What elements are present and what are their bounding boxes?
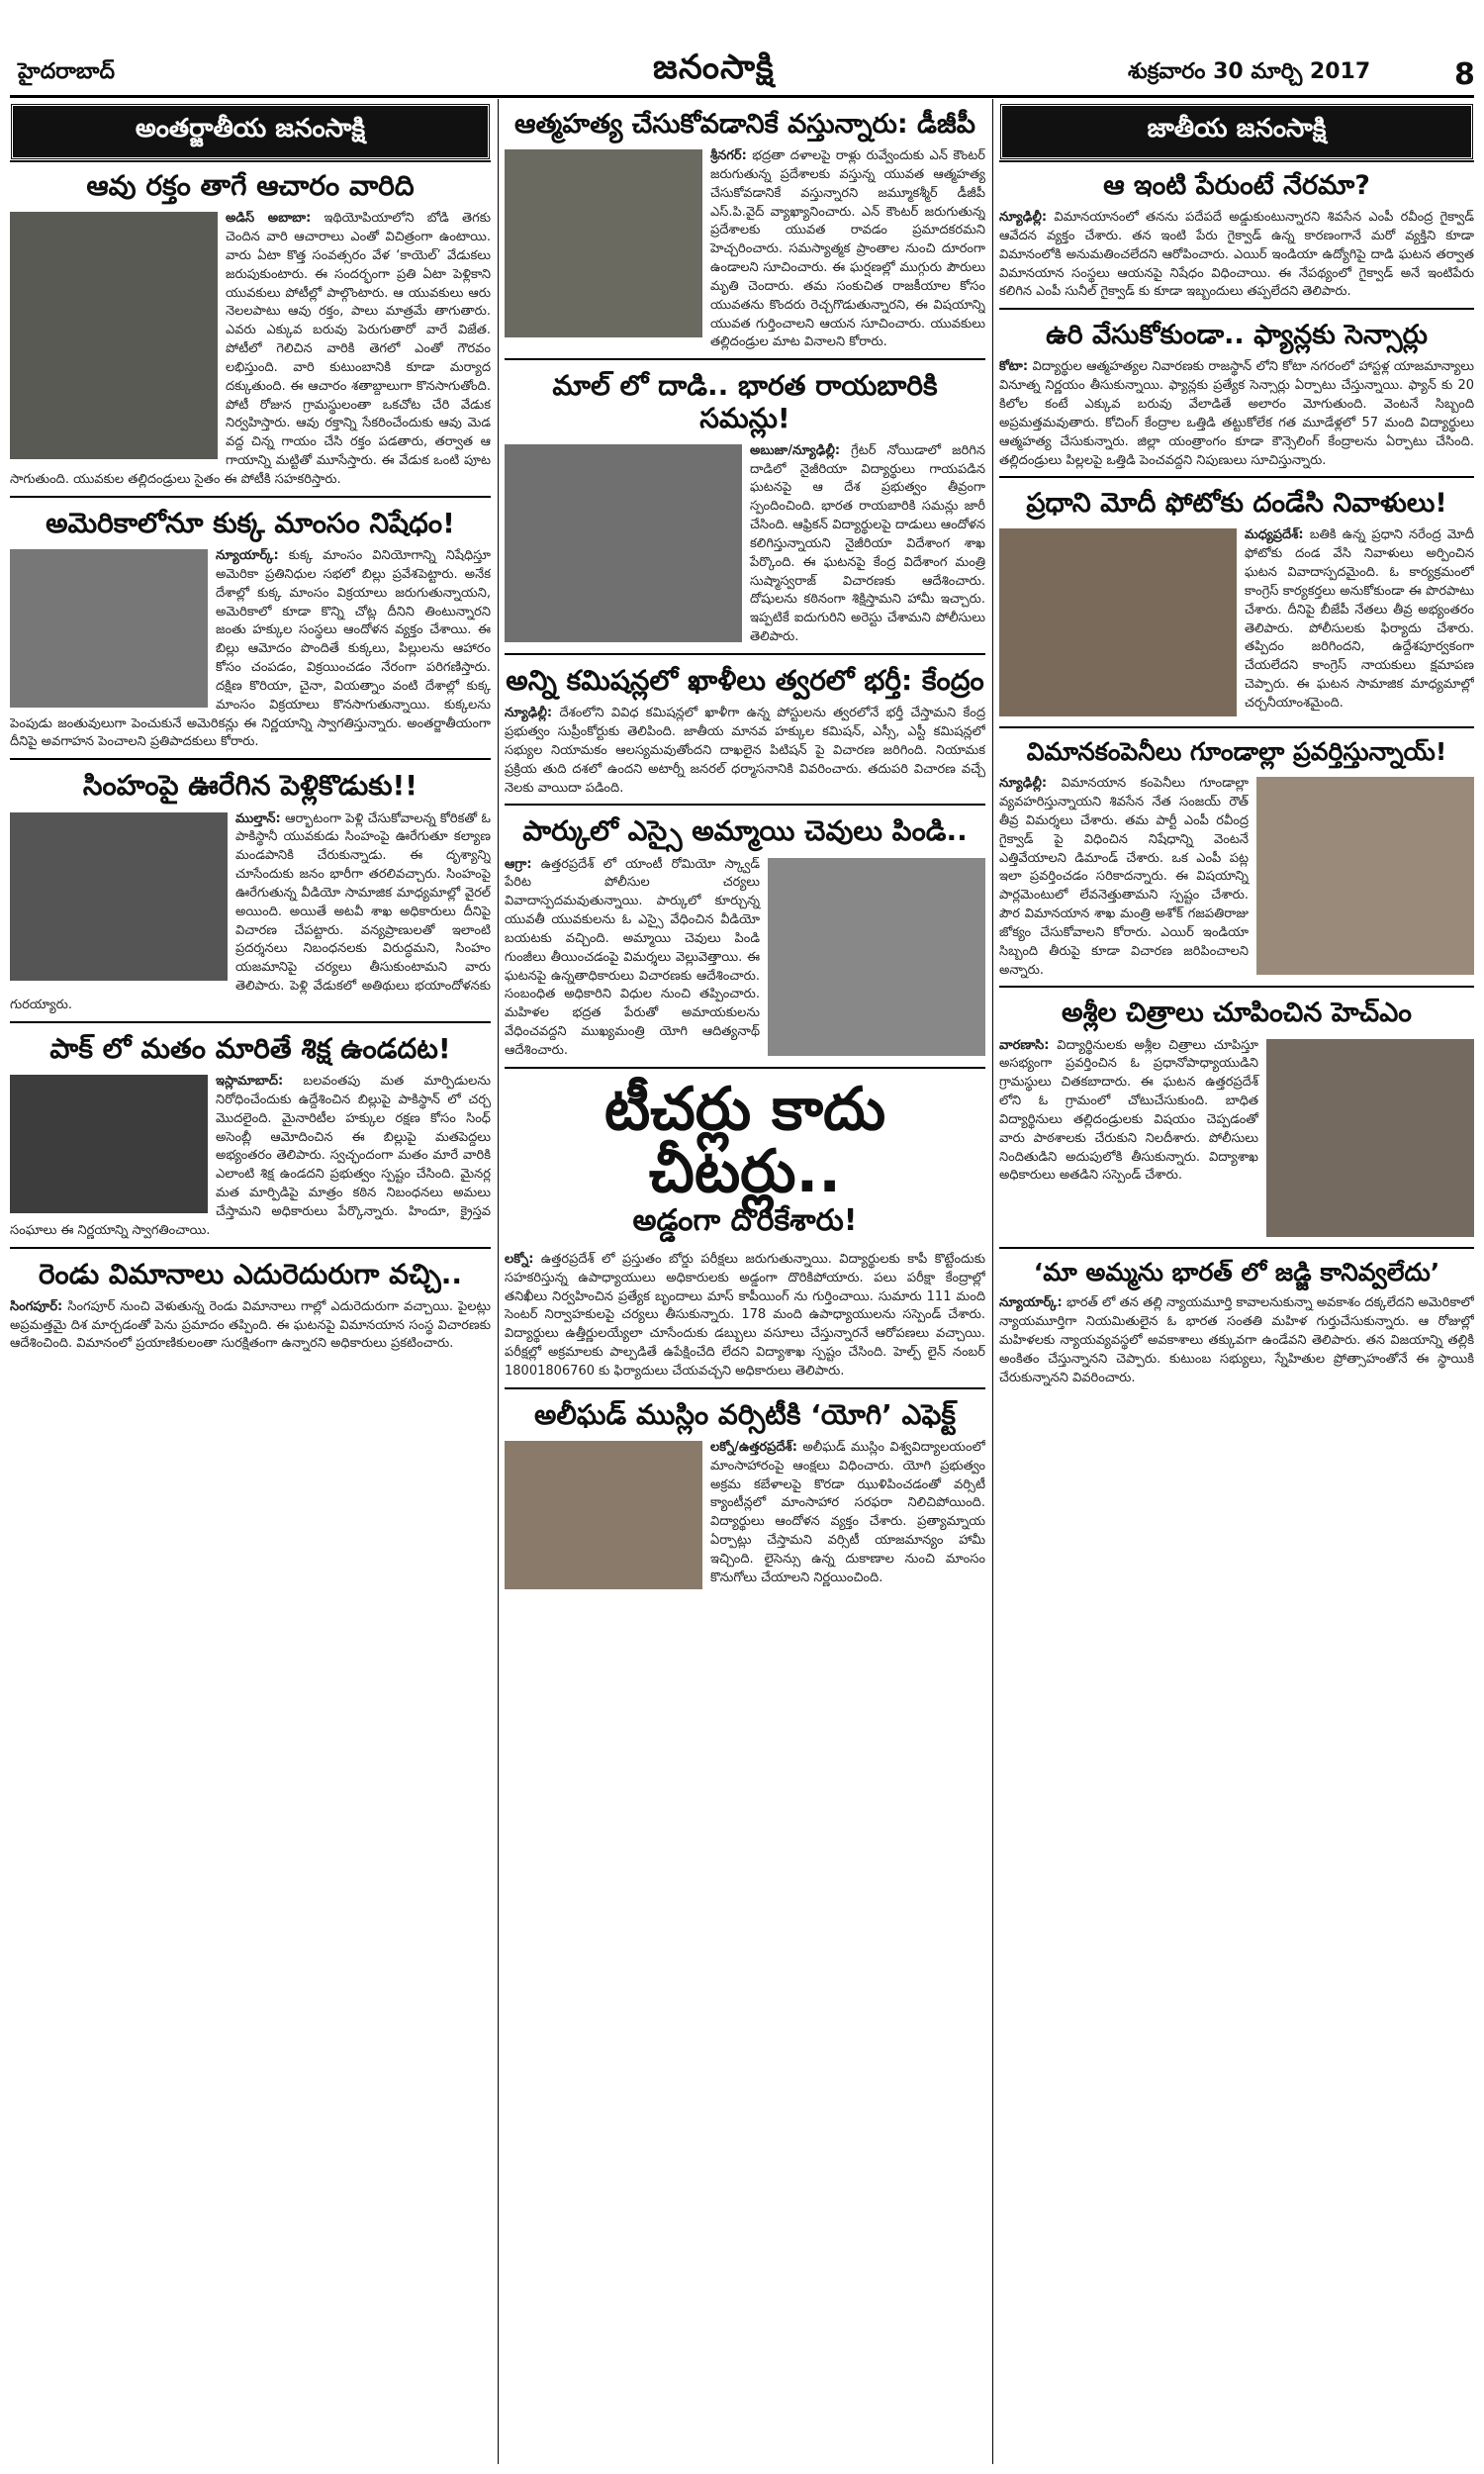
dateline: న్యూఢిల్లీ: (999, 776, 1048, 792)
article-text: భారత్ లో తన తల్లి న్యాయమూర్తి కావాలనుకున్నా అవకాశం దక్కలేదని అమెరికాలో న్యాయమూర్తిగా నియమితులైన ఓ భారత సంతతి మహిళ గుర్తుచేసుకున్నారు. ఆ రోజుల్లో మహిళలకు న్యాయవ్యవస్థలో అవకాశాలు తక్కువగా ఉండేవని తెలిపారు. తన విజయాన్ని తల్లికి అంకితం చేస్తున్నానని చెప్పారు. కుటుంబ సభ్యులు, స్నేహితుల ప్రోత్సాహంతోనే ఈ స్థాయికి చేరుకున్నానని వివరించారు. (999, 1295, 1474, 1385)
city-name: హైదరాబాద్ (18, 59, 115, 84)
headline: అశ్లీల చిత్రాలు చూపించిన హెచ్ఎం (1061, 998, 1412, 1029)
feature-headline: టీచర్లు కాదు చీటర్లు.. (603, 1074, 886, 1206)
photo-headmaster (1266, 1039, 1474, 1237)
article-separator (999, 986, 1474, 988)
dateline: కోటా: (999, 359, 1029, 375)
dateline: లక్నో/ఉత్తరప్రదేశ్: (710, 1439, 797, 1455)
section-banner-international: అంతర్జాతీయ జనంసాక్షి (10, 103, 491, 160)
headline: ఆ ఇంటి పేరుంటే నేరమా? (1103, 170, 1370, 201)
dateline: శ్రీనగర్: (710, 148, 747, 164)
article-separator (999, 726, 1474, 728)
column-divider (992, 99, 993, 2464)
dateline: న్యూయార్క్: (216, 548, 279, 564)
article-text: బలవంతపు మత మార్పిడులను నిరోధించేందుకు ఉద్దేశించిన బిల్లుపై పాకిస్థాన్ లో చర్చ మొదలైంది. మైనారిటీల హక్కుల రక్షణ కోసం సింధ్ అసెంబ్లీ ఆమోదించిన ఈ బిల్లుపై మతపెద్దలు అభ్యంతరం తెలిపారు. స్వచ్ఛందంగా మతం మారే వారికి ఎలాంటి శిక్ష ఉండదని ప్రభుత్వం స్పష్టం చేసింది. మైనర్ల మత మార్పిడిపై మాత్రం కఠిన నిబంధనలు అమలు చేస్తామని అధికారులు పేర్కొన్నారు. హిందూ, క్రైస్తవ సంఘాలు ఈ నిర్ణయాన్ని స్వాగతించాయి. (10, 1073, 491, 1238)
section-banner-national: జాతీయ జనంసాక్షి (999, 103, 1474, 160)
article-text: అలీఘడ్ ముస్లిం విశ్వవిద్యాలయంలో మాంసాహారంపై ఆంక్షలు విధించారు. యోగి ప్రభుత్వం అక్రమ కబేళాలపై కొరడా ఝుళిపించడంతో వర్సిటీ క్యాంటీన్లలో మాంసాహార సరఫరా నిలిచిపోయింది. విద్యార్థులు ఆందోళన వ్యక్తం చేశారు. ప్రత్యామ్నాయ ఏర్పాట్లు చేస్తామని వర్సిటీ యాజమాన్యం హామీ ఇచ్చింది. లైసెన్సు ఉన్న దుకాణాల నుంచి మాంసం కొనుగోలు చేయాలని నిర్ణయించింది. (710, 1439, 985, 1585)
center-column (505, 103, 985, 2464)
feature-subheadline: అడ్డంగా దొరికేశారు! (632, 1202, 858, 1238)
dateline: మధ్యప్రదేశ్: (1245, 527, 1304, 543)
article-text: సింగపూర్ నుంచి వెళుతున్న రెండు విమానాలు గాల్లో ఎదురెదురుగా వచ్చాయి. పైలట్లు అప్రమత్తమై దిశ మార్చడంతో పెను ప్రమాదం తప్పింది. ఈ ఘటనపై విమానయాన సంస్థ విచారణకు ఆదేశించింది. విమానంలో ప్రయాణికులంతా సురక్షితంగా ఉన్నారని అధికారులు ప్రకటించారు. (10, 1298, 491, 1352)
article-separator (505, 358, 985, 360)
article-body (999, 358, 1474, 470)
photo-dogs (10, 549, 208, 708)
masthead (0, 0, 1484, 91)
article-text: విమానయానంలో తనను పదేపదే అడ్డుకుంటున్నారని శివసేన ఎంపీ రవీంద్ర గైక్వాడ్ ఆవేదన వ్యక్తం చేశారు. తన ఇంటి పేరు గైక్వాడ్ ఉన్న కారణంగానే మరో వ్యక్తిని కూడా విమానంలోకి అనుమతించలేదని ఆరోపించారు. ఎయిర్ ఇండియా ఉద్యోగిపై దాడి ఘటన తర్వాత విమానయాన సంస్థలు ఆయనపై నిషేధం విధించాయి. ఈ నేపథ్యంలో గైక్వాడ్ అనే ఇంటిపేరు కలిగిన ఎంపీ సునీల్ గైక్వాడ్ కు కూడా ఇబ్బందులు తప్పలేదని తెలిపారు. (999, 210, 1474, 300)
headline: ఆత్మహత్య చేసుకోవడానికే వస్తున్నారు: డీజీపీ (514, 109, 975, 140)
headline: రెండు విమానాలు ఎదురెదురుగా వచ్చి.. (38, 1257, 463, 1290)
dateline: ముల్తాన్: (235, 810, 281, 826)
dateline: ఆగ్రా: (505, 856, 532, 872)
article-separator (10, 496, 491, 498)
article-separator (10, 758, 491, 760)
article-text: దేశంలోని వివిధ కమిషన్లలో ఖాళీగా ఉన్న పోస్టులను త్వరలోనే భర్తీ చేస్తామని కేంద్ర ప్రభుత్వం సుప్రీంకోర్టుకు తెలిపింది. జాతీయ మానవ హక్కుల కమిషన్, ఎస్సీ, ఎస్టీ కమిషన్లలో సభ్యుల నియామకం ఆలస్యమవుతోందని దాఖలైన పిటిషన్ పై విచారణ జరిగింది. నియామక ప్రక్రియ తుది దశలో ఉందని అటార్నీ జనరల్ ధర్మాసనానికి వివరించారు. తదుపరి విచారణ వచ్చే నెలకు వాయిదా పడింది. (505, 706, 985, 796)
photo-sanjay-raut (1256, 777, 1474, 975)
photo-tribe (10, 212, 218, 459)
photo-dgp (505, 149, 702, 337)
article-separator (505, 1387, 985, 1389)
article-text: ఆర్భాటంగా పెళ్లి చేసుకోవాలన్న కోరికతో ఓ పాకిస్థానీ యువకుడు సింహంపై ఊరేగుతూ కల్యాణ మండపానికి చేరుకున్నాడు. ఈ దృశ్యాన్ని చూసేందుకు జనం భారీగా తరలివచ్చారు. సింహంపై ఊరేగుతున్న వీడియో సామాజిక మాధ్యమాల్లో వైరల్ అయింది. అయితే అటవీ శాఖ అధికారులు దీనిపై విచారణ చేపట్టారు. వన్యప్రాణులతో ఇలాంటి ప్రదర్శనలు నిబంధనలకు విరుద్ధమని, సింహం యజమానిపై చర్యలు తీసుకుంటామని వారు తెలిపారు. పెళ్లి వేడుకలో అతిథులు భయాందోళనకు గురయ్యారు. (10, 810, 491, 1012)
dateline: అబుజా/న్యూఢిల్లీ: (750, 442, 841, 458)
dateline: న్యూఢిల్లీ: (999, 210, 1048, 226)
dateline: లక్నో: (505, 1251, 534, 1267)
article-separator (999, 476, 1474, 478)
article-text: బతికి ఉన్న ప్రధాని నరేంద్ర మోదీ ఫోటోకు దండ వేసి నివాళులు అర్పించిన ఘటన వివాదాస్పదమైంది. ఓ కార్యక్రమంలో కాంగ్రెస్ కార్యకర్తలు అనుకోకుండా ఈ పొరపాటు చేశారు. దీనిపై బీజేపీ నేతలు తీవ్ర అభ్యంతరం తెలిపారు. పోలీసులకు ఫిర్యాదు చేశారు. తప్పిదం జరిగిందని, ఉద్దేశపూర్వకంగా చేయలేదని కాంగ్రెస్ నాయకులు క్షమాపణ చెప్పారు. ఈ ఘటన సామాజిక మాధ్యమాల్లో చర్చనీయాంశమైంది. (1245, 527, 1474, 712)
article-separator (999, 308, 1474, 310)
dateline: వారణాసి: (999, 1037, 1050, 1053)
article-separator (505, 653, 985, 655)
headline: ప్రధాని మోదీ ఫోటోకు దండేసి నివాళులు! (1026, 488, 1447, 520)
dateline: అడిస్ అబాబా: (226, 211, 312, 227)
headline: ‘మా అమ్మను భారత్ లో జడ్జి కానివ్వలేదు’ (1033, 1257, 1440, 1286)
article-text: కుక్క మాంసం వినియోగాన్ని నిషేధిస్తూ అమెరికా ప్రతినిధుల సభలో బిల్లు ప్రవేశపెట్టారు. అనేక దేశాల్లో కుక్క మాంసం విక్రయాలు జరుగుతున్నాయని, అమెరికాలో కూడా కొన్ని చోట్ల దీనిని తింటున్నారని జంతు హక్కుల సంస్థలు ఆందోళన వ్యక్తం చేశాయి. ఈ బిల్లు ఆమోదం పొందితే కుక్కలు, పిల్లులను ఆహారం కోసం చంపడం, విక్రయించడం నేరంగా పరిగణిస్తారు. దక్షిణ కొరియా, చైనా, వియత్నాం వంటి దేశాల్లో కుక్క మాంసం విక్రయాలు కొనసాగుతున్నాయి. కుక్కలను పెంపుడు జంతువులుగా పెంచుకునే అమెరికన్లు ఈ నిర్ణయాన్ని స్వాగతిస్తున్నారు. అంతర్జాతీయంగా దీనిపై అవగాహన పెంచాలని ప్రతిపాదకులు కోరారు. (10, 548, 491, 750)
article-separator (505, 804, 985, 806)
article-text: ఇథియోపియాలోని బోడి తెగకు చెందిన వారి ఆచారాలు ఎంతో విచిత్రంగా ఉంటాయి. వారు ఏటా కొత్త సంవత్సరం వేళ ‘కాయెల్’ వేడుకలు జరుపుకుంటారు. ఈ సందర్భంగా ప్రతి ఏటా పెళ్లికాని యువకులు పోటీల్లో పాల్గొంటారు. ఆ యువకులు ఆరు నెలలపాటు ఆవు రక్తం, పాలు మాత్రమే తాగుతారు. ఎవరు ఎక్కువ బరువు పెరుగుతారో వారే విజేత. పోటీలో గెలిచిన వారికి తెగలో ఎంతో గౌరవం లభిస్తుంది. వారి కుటుంబానికి కూడా మర్యాద దక్కుతుంది. ఈ ఆచారం శతాబ్దాలుగా కొనసాగుతోంది. పోటీ రోజున గ్రామస్థులంతా ఒకచోట చేరి వేడుక నిర్వహిస్తారు. ఆవు రక్తాన్ని సేకరించేందుకు ఆవు మెడ వద్ద చిన్న గాయం చేసి రక్తం పడతారు, తర్వాత ఆ గాయాన్ని మట్టితో మూసేస్తారు. ఈ వేడుక ఒంటి పూట సాగుతుంది. యువకుల తల్లిదండ్రులు సైతం ఈ పోటీకి సహకరిస్తారు. (10, 211, 491, 487)
article-text: గ్రేటర్ నోయిడాలో జరిగిన దాడిలో నైజీరియా విద్యార్థులు గాయపడిన ఘటనపై ఆ దేశ ప్రభుత్వం తీవ్రంగా స్పందించింది. భారత రాయబారికి సమన్లు జారీ చేసింది. ఆఫ్రికన్ విద్యార్థులపై దాడులు ఆందోళన కలిగిస్తున్నాయని నైజీరియా విదేశాంగ శాఖ పేర్కొంది. ఈ ఘటనపై కేంద్ర విదేశాంగ మంత్రి సుష్మాస్వరాజ్ విచారణకు ఆదేశించారు. దోషులను కఠినంగా శిక్షిస్తామని హామీ ఇచ్చారు. ఇప్పటికే ఐదుగురిని అరెస్టు చేశామని పోలీసులు తెలిపారు. (750, 442, 985, 645)
dateline: న్యూయార్క్: (999, 1295, 1063, 1311)
left-column (10, 103, 491, 2464)
article-text: విద్యార్థినులకు అశ్లీల చిత్రాలు చూపిస్తూ అసభ్యంగా ప్రవర్తించిన ఓ ప్రధానోపాధ్యాయుడిని గ్రామస్థులు చితకబాదారు. ఈ ఘటన ఉత్తరప్రదేశ్ లోని ఓ గ్రామంలో చోటుచేసుకుంది. బాధిత విద్యార్థినులు తల్లిదండ్రులకు విషయం చెప్పడంతో వారు పాఠశాలకు చేరుకుని నిలదీశారు. పోలీసులు నిందితుడిని అదుపులోకి తీసుకున్నారు. విద్యాశాఖ అధికారులు అతడిని సస్పెండ్ చేశారు. (999, 1037, 1258, 1184)
article-body (505, 705, 985, 798)
article-separator (10, 1021, 491, 1023)
article-text: ఉత్తరప్రదేశ్ లో ప్రస్తుతం బోర్డు పరీక్షలు జరుగుతున్నాయి. విద్యార్థులకు కాపీ కొట్టేందుకు సహకరిస్తున్న ఉపాధ్యాయులు అధికారులకు అడ్డంగా దొరికిపోయారు. పలు పరీక్షా కేంద్రాల్లో తనిఖీలు నిర్వహించిన ప్రత్యేక బృందాలు మాస్ కాపీయింగ్ ను గుర్తించాయి. సుమారు 111 మంది సెంటర్ నిర్వాహకులపై చర్యలు తీసుకున్నారు. 178 మంది ఉపాధ్యాయులను సస్పెండ్ చేశారు. విద్యార్థులు ఉత్తీర్ణులయ్యేలా చూసేందుకు డబ్బులు వసూలు చేస్తున్నారనే ఆరోపణలు వచ్చాయి. పరీక్షల్లో అక్రమాలకు పాల్పడితే ఉపేక్షించేది లేదని విద్యాశాఖ స్పష్టం చేసింది. హెల్ప్ లైన్ నంబర్ 18001806760 కు ఫిర్యాదులు చేయవచ్చని అధికారులు తెలిపారు. (505, 1251, 985, 1379)
article-body (999, 209, 1474, 302)
photo-pakistan-flag (10, 1075, 208, 1213)
article-separator (10, 1247, 491, 1249)
headline: పార్కులో ఎస్సై అమ్మాయి చెవులు పిండి.. (522, 814, 968, 848)
column-divider (498, 99, 499, 2464)
dateline: సింగపూర్: (10, 1298, 63, 1314)
headline: ఉరి వేసుకోకుండా.. ఫ్యాన్లకు సెన్సార్లు (1046, 320, 1428, 351)
headline: అమెరికాలోనూ కుక్క మాంసం నిషేధం! (46, 506, 455, 539)
photo-injured-students (505, 444, 742, 642)
article-separator (999, 1247, 1474, 1249)
headline: మాల్ లో దాడి.. భారత రాయబారికి సమన్లు! (552, 369, 938, 434)
issue-date: శుక్రవారం 30 మార్చి 2017 (1128, 59, 1371, 84)
article-text: విమానయాన కంపెనీలు గూండాల్లా వ్యవహరిస్తున్నాయని శివసేన నేత సంజయ్ రౌత్ తీవ్ర విమర్శలు చేశారు. తమ పార్టీ ఎంపీ రవీంద్ర గైక్వాడ్ పై విధించిన నిషేధాన్ని వెంటనే ఎత్తివేయాలని డిమాండ్ చేశారు. ఒక ఎంపీ పట్ల ఇలా ప్రవర్తించడం సరికాదన్నారు. ఈ విషయాన్ని పార్లమెంటులో లేవనెత్తుతామని స్పష్టం చేశారు. పౌర విమానయాన శాఖ మంత్రి అశోక్ గజపతిరాజు జోక్యం చేసుకోవాలని కోరారు. ఎయిర్ ఇండియా సిబ్బంది తీరుపై కూడా విచారణ జరిపించాలని అన్నారు. (999, 776, 1249, 978)
masthead-rule (10, 95, 1474, 98)
article-body (10, 1298, 491, 1355)
headline: అలీఘడ్ ముస్లిం వర్సిటీకి ‘యోగి’ ఎఫెక్ట్ (533, 1397, 956, 1431)
article-text: విద్యార్థుల ఆత్మహత్యల నివారణకు రాజస్థాన్ లోని కోటా నగరంలో హాస్టళ్ల యాజమాన్యాలు వినూత్న నిర్ణయం తీసుకున్నాయి. ఫ్యాన్లకు ప్రత్యేక సెన్సార్లు ఏర్పాటు చేస్తున్నాయి. ఫ్యాన్ కు 20 కిలోల కంటే ఎక్కువ బరువు వేలాడితే అలారం మోగుతుంది. వెంటనే సిబ్బంది అప్రమత్తమవుతారు. కోచింగ్ కేంద్రాల ఒత్తిడి తట్టుకోలేక గత మూడేళ్లలో 57 మంది విద్యార్థులు ఆత్మహత్య చేసుకున్నారు. జిల్లా యంత్రాంగం కూడా కౌన్సెలింగ్ కేంద్రాలను ఏర్పాటు చేసింది. తల్లిదండ్రులు పిల్లలపై ఒత్తిడి పెంచవద్దని నిపుణులు సూచిస్తున్నారు. (999, 359, 1474, 468)
photo-groom-lion (10, 812, 228, 981)
photo-modi-tribute (999, 528, 1237, 716)
headline: విమానకంపెనీలు గూండాల్లా ప్రవర్తిస్తున్నాయ్! (1026, 737, 1447, 767)
article-text: భద్రతా దళాలపై రాళ్లు రువ్వేందుకు ఎన్ కౌంటర్ జరుగుతున్న ప్రదేశాలకు వస్తున్న యువత ఆత్మహత్య చేసుకోవడానికే వస్తున్నారని జమ్మూకశ్మీర్ డీజీపీ ఎస్.పి.వైద్ వ్యాఖ్యానించారు. ఎన్ కౌంటర్ జరుగుతున్న ప్రదేశాలకు యువత రావడం ప్రమాదకరమని హెచ్చరించారు. సమస్యాత్మక ప్రాంతాల నుంచి దూరంగా ఉండాలని సూచించారు. ఈ ఘర్షణల్లో ముగ్గురు పౌరులు మృతి చెందారు. తమ సంకుచిత రాజకీయాల కోసం యువతను కొందరు రెచ్చగొడుతున్నారని, ఈ విషయాన్ని యువత గుర్తించాలని ఆయన సూచించారు. యువకులు తల్లిదండ్రుల మాట వినాలని కోరారు. (710, 148, 985, 350)
headline: పాక్ లో మతం మారితే శిక్ష ఉండదట! (49, 1031, 451, 1065)
newspaper-logo: జనంసాక్షి (653, 48, 775, 87)
headline: సింహంపై ఊరేగిన పెళ్లికొడుకు!! (82, 769, 418, 803)
article-text: ఉత్తరప్రదేశ్ లో యాంటీ రోమియో స్క్వాడ్ పేరిట పోలీసుల చర్యలు వివాదాస్పదమవుతున్నాయి. పార్కులో కూర్చున్న యువతీ యువకులను ఓ ఎస్సై వేధించిన వీడియో బయటకు వచ్చింది. అమ్మాయి చెవులు పిండి గుంజీలు తీయించడంపై విమర్శలు వెల్లువెత్తాయి. ఈ ఘటనపై ఉన్నతాధికారులు విచారణకు ఆదేశించారు. సంబంధిత అధికారిని విధుల నుంచి తప్పించారు. మహిళల భద్రత పేరుతో అమాయకులను వేధించవద్దని ముఖ్యమంత్రి యోగి ఆదిత్యనాథ్ ఆదేశించారు. (505, 856, 760, 1059)
dateline: న్యూఢిల్లీ: (505, 706, 553, 721)
article-body (999, 1294, 1474, 1387)
article-body (505, 1251, 985, 1381)
headline: అన్ని కమిషన్లలో ఖాళీలు త్వరలో భర్తీ: కేంద్రం (506, 663, 984, 697)
article-separator (505, 1067, 985, 1069)
photo-park-couple (768, 858, 985, 1056)
right-column (999, 103, 1474, 2464)
page-number: 8 (1454, 57, 1475, 92)
dateline: ఇస్లామాబాద్: (216, 1073, 284, 1089)
photo-university-building (505, 1441, 702, 1589)
headline: ఆవు రక్తం తాగే ఆచారం వారిది (86, 169, 415, 202)
